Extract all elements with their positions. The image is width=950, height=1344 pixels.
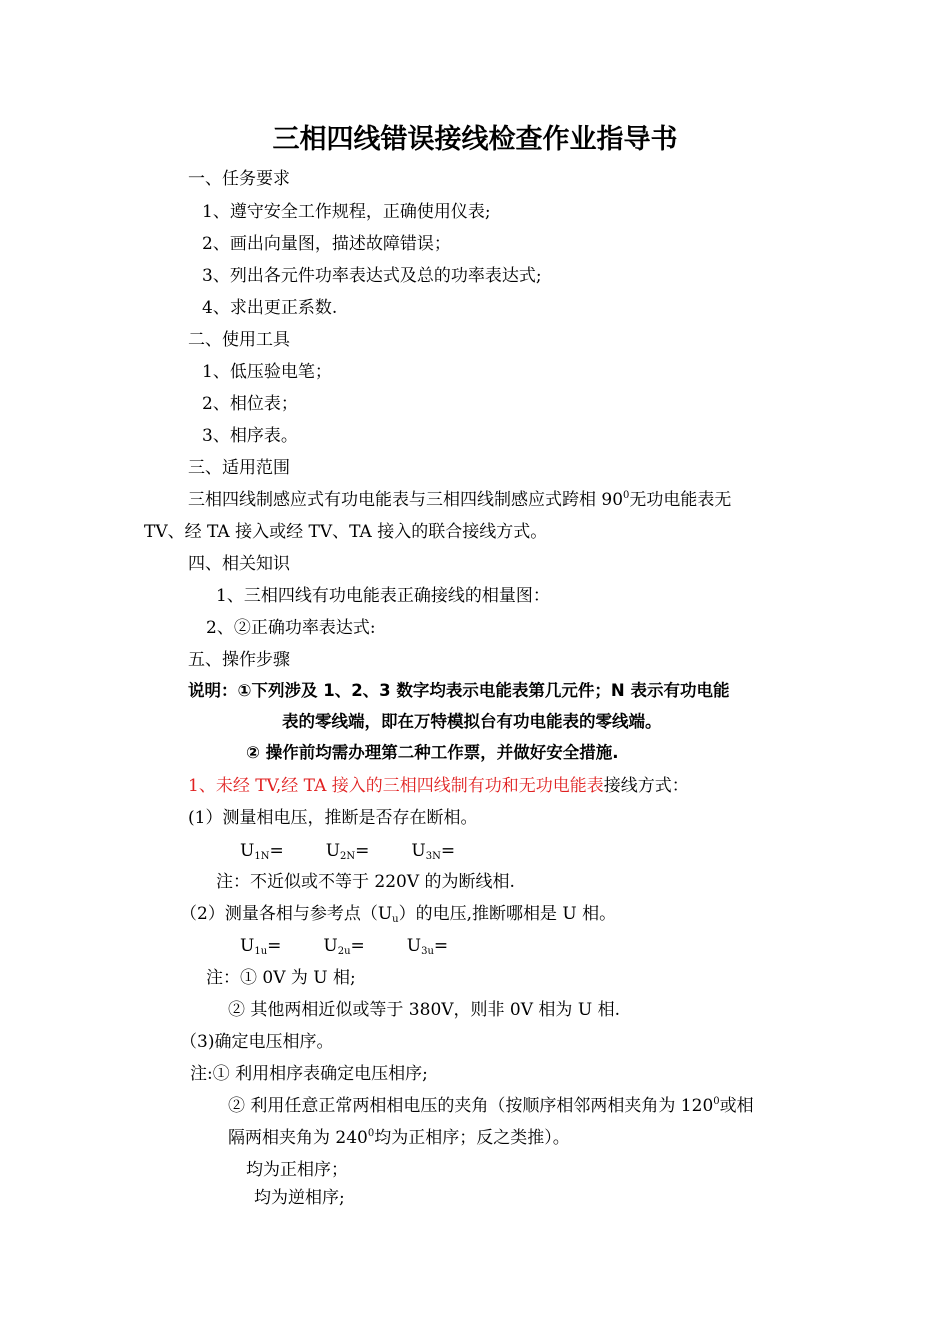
section-heading-steps: 五、操作步骤 <box>188 650 290 670</box>
note-line: 注:① 利用相序表确定电压相序; <box>190 1064 428 1084</box>
step-measure-phase-voltage: (1）测量相电压，推断是否存在断相。 <box>188 808 478 828</box>
section-heading-knowledge: 四、相关知识 <box>188 554 290 574</box>
note-line: 隔两相夹角为 $240^0$均为正相序；反之类推）。 <box>228 1128 570 1148</box>
note-line: ② 其他两相近似或等于 380V，则非 0V 相为 U 相. <box>228 1000 620 1020</box>
list-item: 3、列出各元件功率表达式及总的功率表达式; <box>202 266 542 286</box>
note-line: 说明：①下列涉及 1、2、3 数字均表示电能表第几元件；N 表示有功电能 <box>188 681 730 700</box>
note-line: ② 利用任意正常两相相电压的夹角（按顺序相邻两相夹角为 $120^0$或相 <box>228 1096 754 1116</box>
note-line: 注：不近似或不等于 220V 的为断线相. <box>216 872 515 892</box>
scope-paragraph-line1: 三相四线制感应式有功电能表与三相四线制感应式跨相 $90^0$无功电能表无 <box>188 490 732 510</box>
section-heading-scope: 三、适用范围 <box>188 458 290 478</box>
negative-sequence-line: 均为逆相序; <box>254 1188 345 1208</box>
note-line: ② 操作前均需办理第二种工作票，并做好安全措施. <box>246 743 619 762</box>
step-heading-1: 1、未经 TV,经 TA 接入的三相四线制有功和无功电能表接线方式： <box>188 776 689 796</box>
note-line: 注：① 0V 为 U 相; <box>206 968 356 988</box>
list-item: 4、求出更正系数. <box>202 298 338 318</box>
document-title: 三相四线错误接线检查作业指导书 <box>272 124 678 155</box>
list-item: 2、相位表； <box>202 394 298 414</box>
list-item: 1、低压验电笔； <box>202 362 332 382</box>
list-item: 2、②正确功率表达式: <box>206 618 376 638</box>
list-item: 3、相序表。 <box>202 426 298 446</box>
list-item: 1、遵守安全工作规程，正确使用仪表; <box>202 202 491 222</box>
step-measure-reference: （2）测量各相与参考点$(U_u)$的电压,推断哪相是 U 相。 <box>180 904 617 925</box>
scope-paragraph-line2: TV、经 TA 接入或经 TV、TA 接入的联合接线方式。 <box>144 522 548 542</box>
positive-sequence-line: 均为正相序； <box>246 1160 348 1180</box>
voltage-readings-n: $U_{1N}= U_{2N}= U_{3N}=$ <box>240 841 456 862</box>
note-line: 表的零线端，即在万特模拟台有功电能表的零线端。 <box>282 712 662 731</box>
step-determine-sequence: （3)确定电压相序。 <box>180 1032 334 1052</box>
list-item: 1、三相四线有功电能表正确接线的相量图： <box>216 586 550 606</box>
list-item: 2、画出向量图，描述故障错误； <box>202 234 451 254</box>
section-heading-tools: 二、使用工具 <box>188 330 290 350</box>
section-heading-tasks: 一、任务要求 <box>188 169 290 189</box>
voltage-readings-u: $U_{1u}= U_{2u}= U_{3u}=$ <box>240 936 449 957</box>
